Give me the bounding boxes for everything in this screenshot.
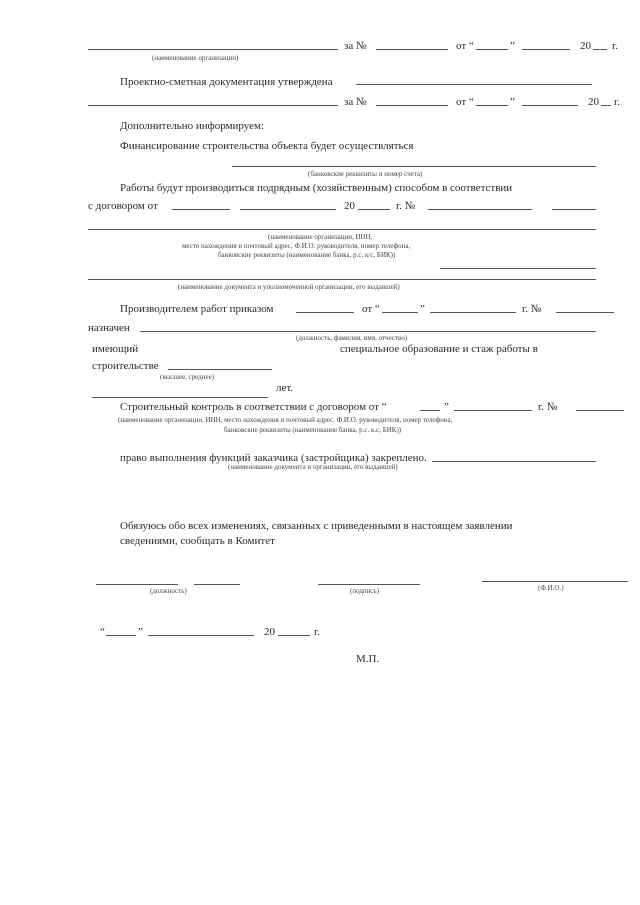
position-line-b: [194, 584, 240, 585]
customer-line: [432, 461, 596, 462]
bank-details-line: [232, 166, 596, 167]
financing-label: Финансирование строительства объекта будет осуществляться: [120, 140, 414, 152]
date-day-line: [106, 635, 136, 636]
position-caption: (должность, фамилия, имя, отчество): [296, 334, 408, 342]
control-label: Строительный контроль в соответствии с договором от “: [120, 401, 387, 413]
za-nomer-label: за №: [344, 40, 367, 52]
date-year-prefix: 20: [264, 626, 275, 638]
date-close-quote: ”: [138, 626, 143, 638]
works-day-line: [172, 209, 230, 210]
works-caption-3: банковские реквизиты (наименование банка, р.с. к/с, БИК)): [218, 251, 396, 259]
position-line: [96, 584, 178, 585]
education-caption: (высшее, среднее): [160, 373, 215, 381]
org-name-caption: (наименование организации): [152, 54, 239, 62]
month-line: [522, 49, 570, 50]
works-year-prefix: 20: [344, 200, 355, 212]
appointed-label: назначен: [88, 322, 130, 334]
date-year-line: [278, 635, 310, 636]
year-suffix: г.: [612, 40, 619, 52]
date-from-label: от “: [456, 40, 474, 52]
approved-line: [356, 84, 592, 85]
works-contract-label: с договором от: [88, 200, 158, 212]
customer-label: право выполнения функций заказчика (застройщика) закреплено.: [120, 452, 427, 464]
position-signature-caption: (должность): [150, 587, 187, 595]
control-quote-close: ”: [444, 401, 449, 413]
producer-order-line: [296, 312, 354, 313]
additionally-label: Дополнительно информируем:: [120, 120, 265, 132]
producer-quote-close: ”: [420, 303, 425, 315]
za-nomer-label-2: за №: [344, 96, 367, 108]
approved-label: Проектно-сметная документация утверждена: [120, 76, 333, 88]
works-text-line1: Работы будут производиться подрядным (хозяйственным) способом в соответствии: [120, 182, 513, 194]
month-line-2: [522, 105, 578, 106]
date-month-line: [148, 635, 254, 636]
education-line: [168, 369, 272, 370]
experience-line: [92, 397, 268, 398]
full-name-caption: (Ф.И.О.): [538, 584, 564, 592]
control-day-line: [420, 410, 440, 411]
works-year-line: [358, 209, 390, 210]
producer-year-suffix: г. №: [522, 303, 542, 315]
date-from-label-2: от “: [456, 96, 474, 108]
works-caption-4: (наименование документа и уполномоченной организации, его выдавшей): [178, 283, 400, 291]
control-number-line: [576, 410, 624, 411]
obligation-line2: сведениями, сообщать в Комитет: [120, 535, 275, 547]
appointed-line: [140, 331, 596, 332]
stamp-label: М.П.: [356, 653, 380, 665]
doc-number-line-2: [376, 105, 448, 106]
customer-caption: (наименование документа и организации, его выдавшей): [228, 463, 398, 471]
producer-order-label: Производителем работ приказом: [120, 303, 274, 315]
works-caption-2: место нахождения и почтовый адрес, Ф.И.О. руководителя, номер телефона,: [182, 242, 411, 250]
year-line: [593, 49, 607, 50]
producer-date-from: от “: [362, 303, 380, 315]
having-label: имеющий: [92, 343, 139, 355]
year-suffix-2: г.: [614, 96, 621, 108]
works-bank-line: [440, 268, 596, 269]
works-number-line: [428, 209, 532, 210]
date-year-suffix: г.: [314, 626, 321, 638]
year-prefix: 20: [580, 40, 591, 52]
bank-details-caption: (банковские реквизиты и номер счета): [308, 170, 423, 178]
full-name-line: [482, 581, 628, 582]
works-number-line-b: [552, 209, 596, 210]
control-month-line: [454, 410, 532, 411]
org-name-line: [88, 49, 338, 50]
works-org-line: [88, 229, 596, 230]
control-caption-1: (наименование организации, ИНН, место нахождения и почтовый адрес, Ф.И.О. руководителя, номер телефона,: [118, 416, 453, 424]
approved-org-line: [88, 105, 338, 106]
years-label: лет.: [276, 382, 294, 394]
signature-line: [318, 584, 420, 585]
producer-day-line: [382, 312, 418, 313]
education-label: специальное образование и стаж работы в: [340, 343, 538, 355]
control-year-suffix: г. №: [538, 401, 558, 413]
works-doc-line: [88, 279, 596, 280]
producer-number-line: [556, 312, 614, 313]
producer-month-line: [430, 312, 516, 313]
date-open-quote: “: [100, 626, 105, 638]
quote-close-2: ”: [510, 96, 515, 108]
obligation-line1: Обязуюсь обо всех изменениях, связанных с приведенными в настоящем заявлении: [120, 520, 513, 532]
doc-number-line: [376, 49, 448, 50]
quote-close: ”: [510, 40, 515, 52]
signature-caption: (подпись): [350, 587, 380, 595]
works-caption-1: (наименование организации, ИНН,: [268, 233, 373, 241]
works-month-line: [240, 209, 336, 210]
year-prefix-2: 20: [588, 96, 599, 108]
day-line: [476, 49, 508, 50]
day-line-2: [476, 105, 508, 106]
year-line-2: [601, 105, 611, 106]
control-caption-2: банковские реквизиты (наименование банка, р.с. к.с, БИК)): [224, 426, 402, 434]
construction-label: строительстве: [92, 360, 159, 372]
works-year-suffix: г. №: [396, 200, 416, 212]
